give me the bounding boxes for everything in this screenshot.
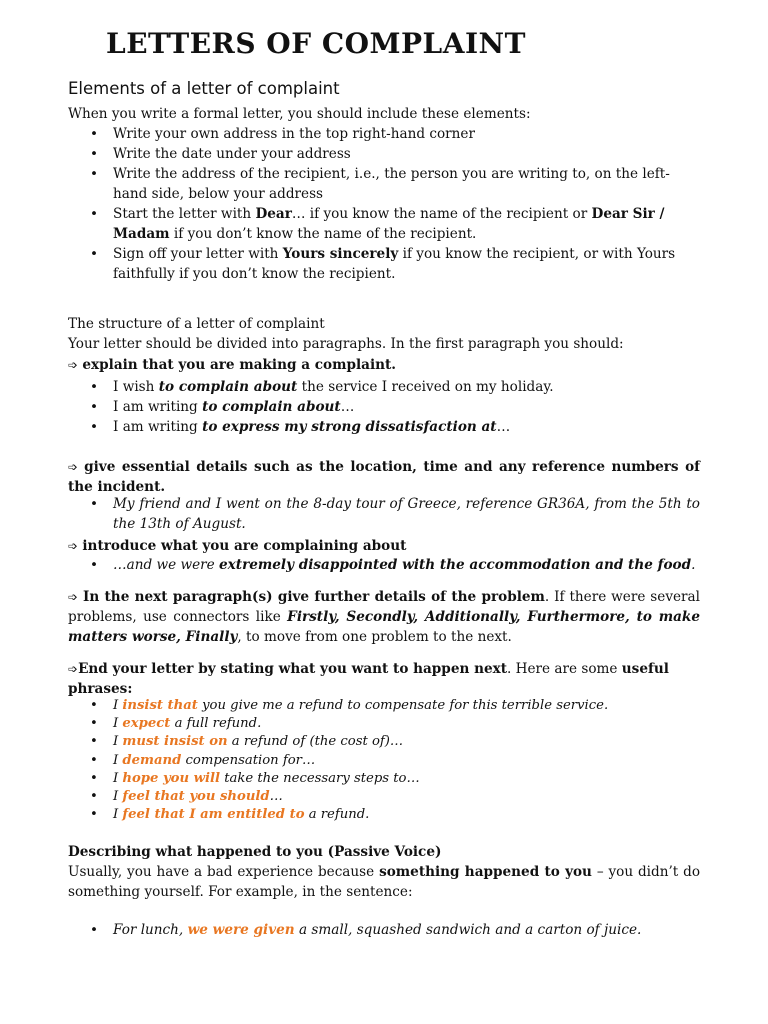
passive-heading: Describing what happened to you (Passive Voice) bbox=[68, 844, 442, 860]
list-item: • Write your own address in the top right-hand corner bbox=[68, 124, 700, 144]
list-item: • I feel that I am entitled to a refund. bbox=[68, 806, 700, 824]
list-item: • My friend and I went on the 8-day tour of Greece, reference GR36A, from the 5th to the 13th of August. bbox=[68, 494, 700, 534]
list-item: • Write the address of the recipient, i.e., the person you are writing to, on the left-hand side, below your address bbox=[68, 164, 700, 204]
list-item: • I expect a full refund. bbox=[68, 715, 700, 733]
structure-title: The structure of a letter of complaint bbox=[68, 316, 325, 332]
list-item: • I must insist on a refund of (the cost of)… bbox=[68, 733, 700, 751]
list-item: • I hope you will take the necessary steps to… bbox=[68, 770, 700, 788]
list-item: • I feel that you should… bbox=[68, 788, 700, 806]
details-list bbox=[68, 494, 700, 534]
list-item: • For lunch, we were given a small, squashed sandwich and a carton of juice. bbox=[68, 920, 700, 940]
list-item: • Start the letter with Dear… if you know the name of the recipient or Dear Sir / Madam if you don’t know the name of the recipient. bbox=[68, 204, 700, 244]
list-item: • Sign off your letter with Yours sincerely if you know the recipient, or with Yours faithfully if you don’t know the recipient. bbox=[68, 244, 700, 284]
step-introduce: ➩ introduce what you are complaining about bbox=[68, 538, 407, 554]
arrow-icon: ➩ bbox=[68, 460, 79, 474]
structure-intro: Your letter should be divided into paragraphs. In the first paragraph you should: bbox=[68, 336, 624, 352]
list-item: • I am writing to express my strong dissatisfaction at… bbox=[68, 417, 700, 437]
step-details: ➩ give essential details such as the location, time and any reference numbers of the incident. bbox=[68, 459, 700, 495]
phrases-list bbox=[68, 697, 700, 824]
list-item: • …and we were extremely disappointed with the accommodation and the food. bbox=[68, 555, 700, 575]
list-item: • Write the date under your address bbox=[68, 144, 700, 164]
arrow-icon: ➩ bbox=[68, 358, 79, 372]
elements-heading: Elements of a letter of complaint bbox=[68, 79, 340, 98]
introduce-list bbox=[68, 555, 700, 575]
list-item: • I demand compensation for… bbox=[68, 752, 700, 770]
step-explain: ➩ explain that you are making a complaint. bbox=[68, 357, 397, 373]
elements-list bbox=[68, 124, 700, 284]
arrow-icon: ➩ bbox=[68, 539, 79, 553]
passive-example-list bbox=[68, 920, 700, 940]
arrow-icon: ➩ bbox=[68, 662, 79, 676]
step-end-letter: ➩End your letter by stating what you want to happen next. Here are some useful phrases: bbox=[68, 661, 669, 697]
elements-intro: When you write a formal letter, you should include these elements: bbox=[68, 106, 531, 122]
passive-paragraph: Usually, you have a bad experience because something happened to you – you didn’t do something yourself. For example, in the sentence: bbox=[68, 864, 701, 900]
page-title: LETTERS OF COMPLAINT bbox=[106, 27, 526, 60]
list-item: • I am writing to complain about… bbox=[68, 397, 700, 417]
step-further-details: ➩ In the next paragraph(s) give further details of the problem. If there were several problems, use connectors like Firstly, Secondly, Additionally, Furthermore, to make matters worse, Finally, to move from one problem to the next. bbox=[68, 589, 700, 645]
elements-section bbox=[68, 104, 700, 284]
structure-section bbox=[68, 314, 700, 437]
arrow-icon: ➩ bbox=[68, 590, 79, 604]
list-item: • I insist that you give me a refund to compensate for this terrible service. bbox=[68, 697, 700, 715]
explain-list bbox=[68, 377, 700, 437]
list-item: • I wish to complain about the service I received on my holiday. bbox=[68, 377, 700, 397]
